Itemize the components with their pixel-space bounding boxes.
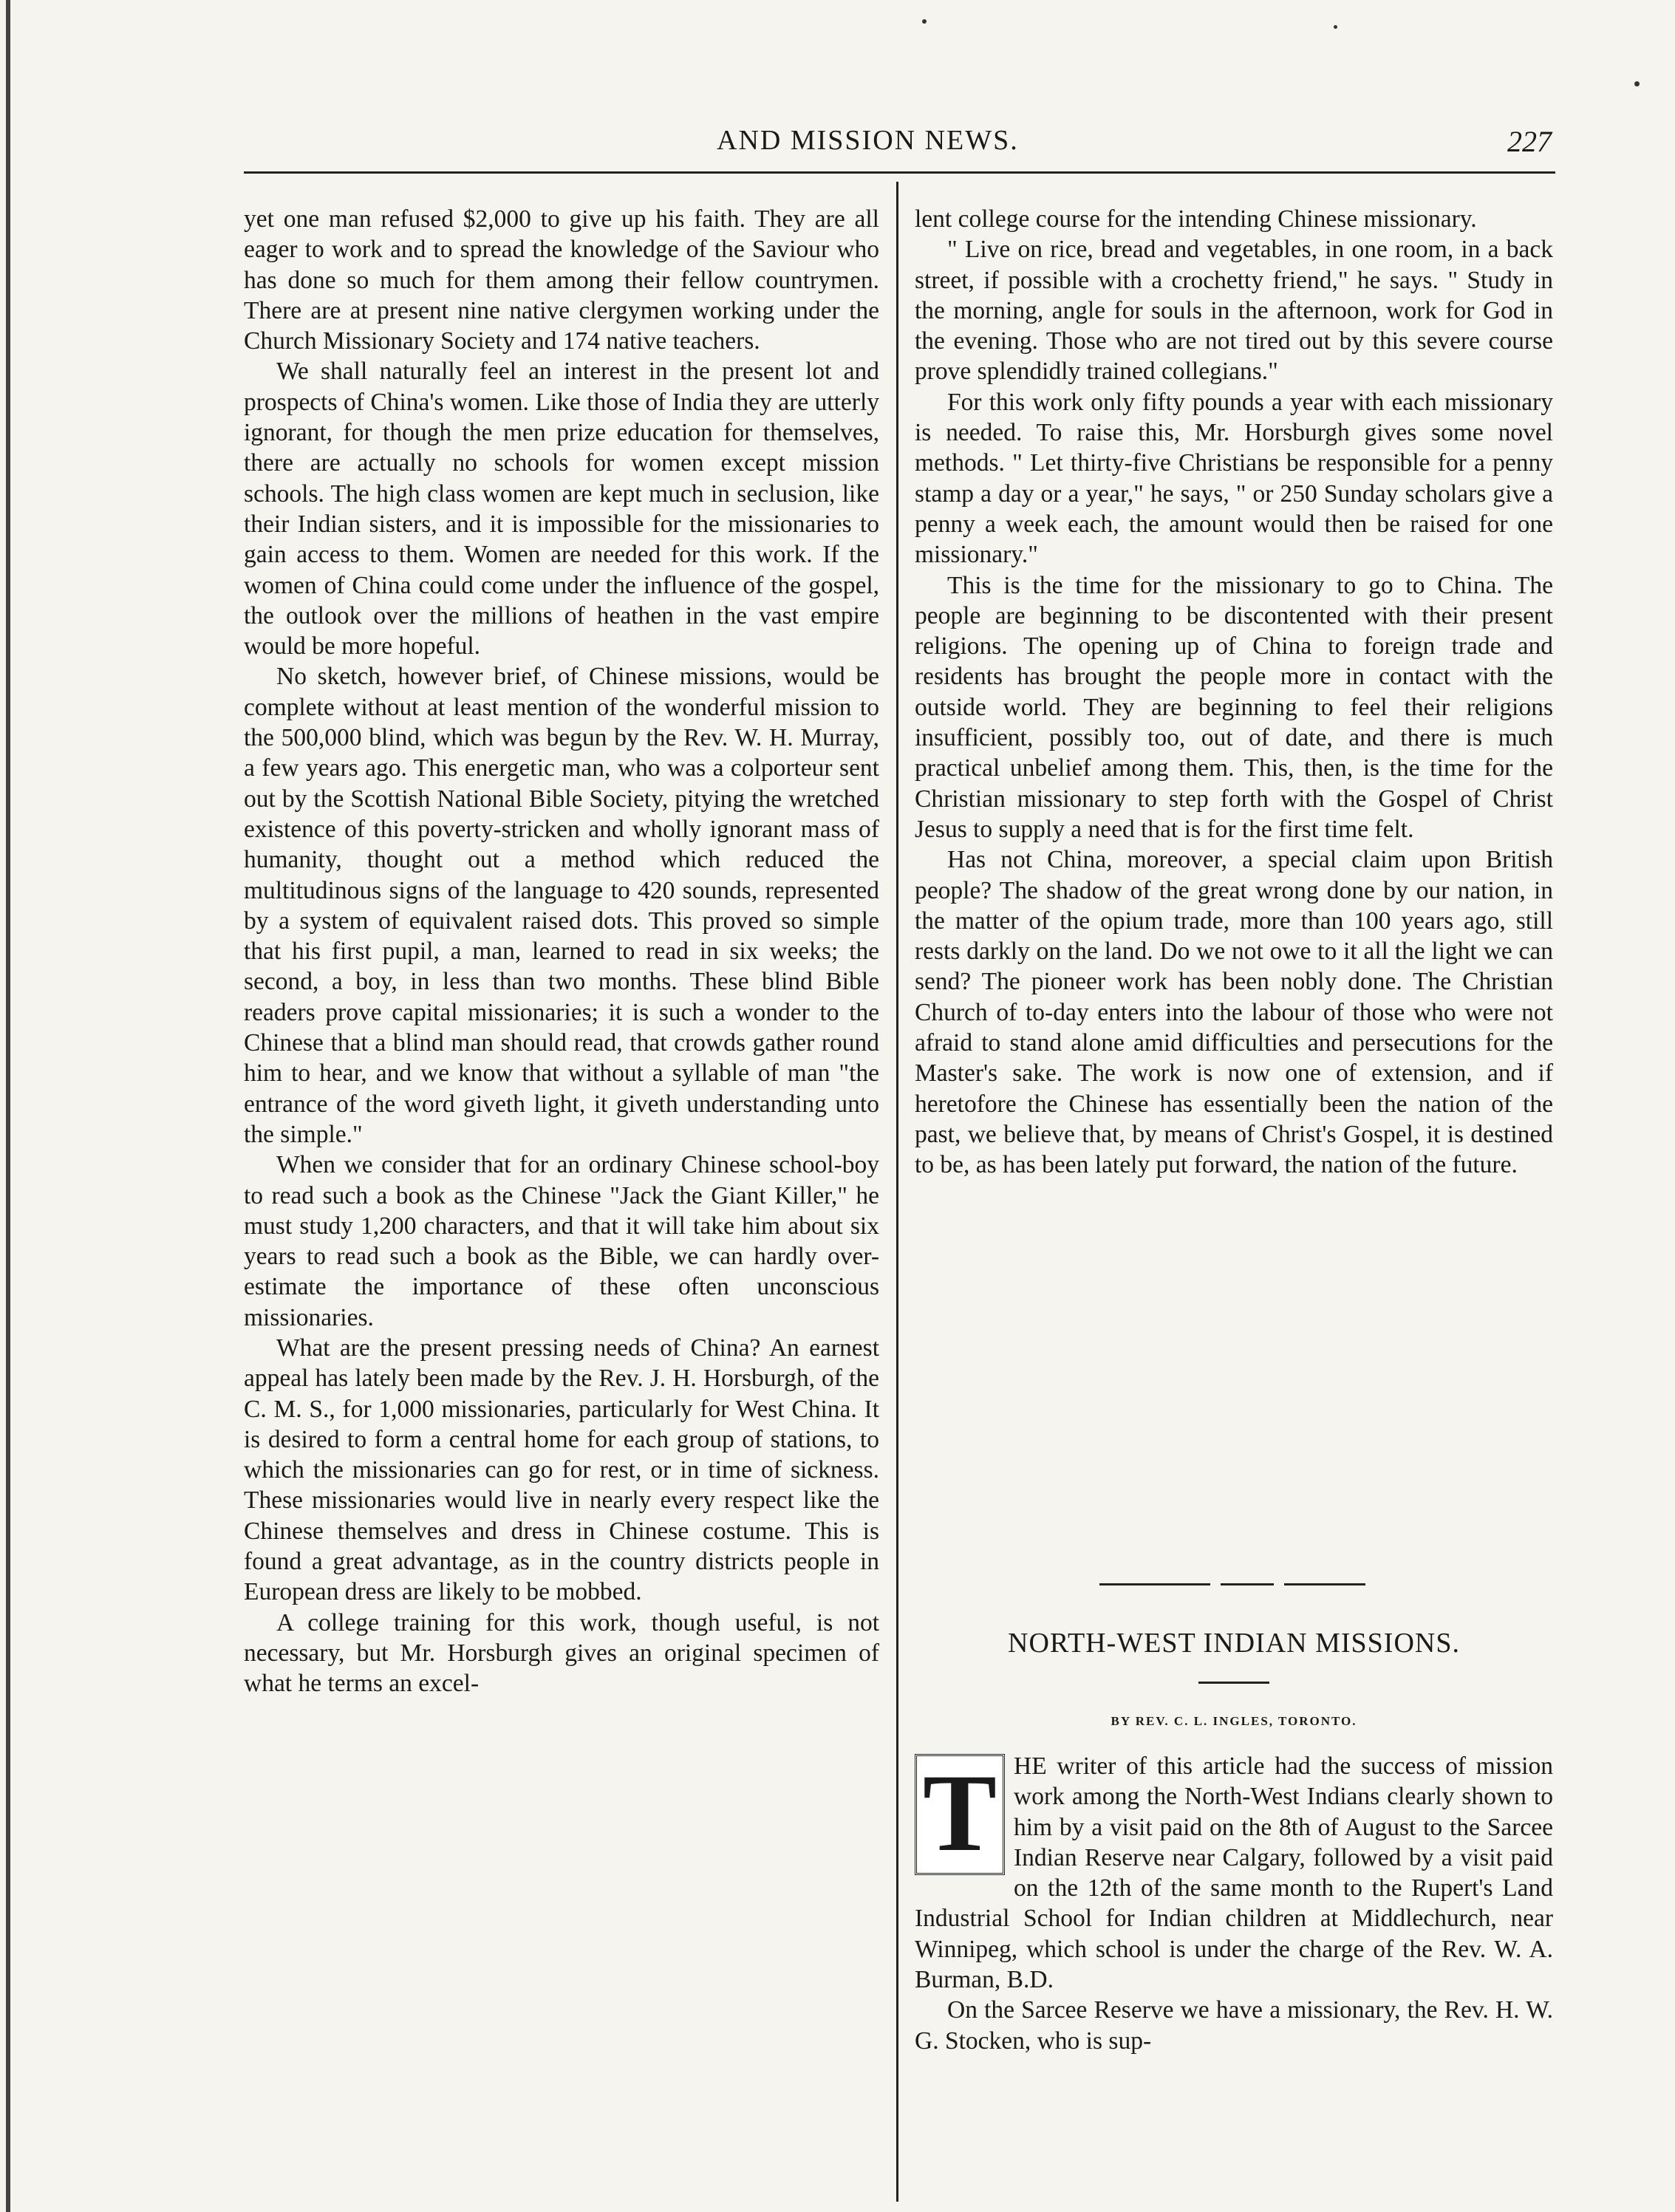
- paragraph: yet one man refused $2,000 to give up his faith. They are all eager to work and to spread the knowledge of the Saviour who has done so much for them among their fellow countrymen. There are at present nine native clergymen working under the Church Missionary Society and 174 native teachers.: [244, 205, 879, 355]
- paragraph: What are the present pressing needs of China? An earnest appeal has lately been made by the Rev. J. H. Horsburgh, of the C. M. S., for 1,000 missionaries, particularly for West China. It is desired to form a central home for each group of stations, to which the missionaries can go for rest, or in time of sickness. These missionaries would live in nearly every respect like the Chinese themselves and dress in Chinese costume. This is found a great advantage, as in the country districts people in European dress are likely to be mobbed.: [244, 1334, 879, 1606]
- left-column: [244, 204, 879, 1699]
- paragraph: A college training for this work, though useful, is not necessary, but Mr. Horsburgh gives an original specimen of what he terms an excel-: [244, 1608, 879, 1698]
- page-binding-edge: [6, 0, 10, 2212]
- paragraph: For this work only fifty pounds a year with each missionary is needed. To raise this, Mr. Horsburgh gives some novel methods. " Let thirty-five Christians be responsible for a penny stamp a day or a year," he says, " or 250 Sunday scholars give a penny a week each, the amount would then be raised for one missionary.": [915, 388, 1553, 569]
- article-title: NORTH-WEST INDIAN MISSIONS.: [1008, 1628, 1460, 1659]
- title-rule: [1198, 1682, 1269, 1684]
- drop-cap: [915, 1754, 1005, 1875]
- column-divider: [896, 182, 898, 2202]
- print-speck: [1334, 25, 1337, 29]
- print-speck: [922, 19, 927, 24]
- drop-cap-letter: T: [922, 1752, 997, 1874]
- paragraph: We shall naturally feel an interest in the present lot and prospects of China's women. Like those of India they are utterly ignorant, for though the men prize education for themselves, there are actually no schools for women except mission schools. The high class women are kept much in seclusion, like their Indian sisters, and it is impossible for the missionaries to gain access to them. Women are needed for this work. If the women of China could come under the influence of the gospel, the outlook over the millions of heathen in the vast empire would be more hopeful.: [244, 358, 879, 660]
- paragraph: " Live on rice, bread and vegetables, in one room, in a back street, if possible with a crochetty friend," he says. " Study in the morning, angle for souls in the afternoon, work for God in the evening. Those who are not tired out by this severe course prove splendidly trained collegians.": [915, 236, 1553, 386]
- paragraph: On the Sarcee Reserve we have a missionary, the Rev. H. W. G. Stocken, who is sup-: [915, 1996, 1553, 2055]
- running-title: AND MISSION NEWS.: [717, 125, 1019, 156]
- paragraph: This is the time for the missionary to go to China. The people are beginning to be discontented with their present religions. The opening up of China to foreign trade and residents has brought the people more in contact with the outside world. They are beginning to feel their religions insufficient, possibly too, out of date, and there is much practical unbelief among them. This, then, is the time for the Christian missionary to step forth with the Gospel of Christ Jesus to supply a need that is for the first time felt.: [915, 571, 1553, 843]
- section-ornament-rule: [1099, 1583, 1365, 1585]
- article-body: [915, 1751, 1553, 2056]
- paragraph-text: HE writer of this article had the success of mission work among the North-West Indians clearly shown to him by a visit paid on the 8th of August to the Sarcee Indian Reserve near Calgary, followed by a visit paid on the 12th of the same month to the Rupert's Land Industrial School for Indian children at Middlechurch, near Winnipeg, which school is under the charge of the Rev. W. A. Burman, B.D.: [915, 1752, 1553, 1994]
- paragraph: lent college course for the intending Chinese missionary.: [915, 205, 1477, 233]
- paragraph: When we consider that for an ordinary Chinese school-boy to read such a book as the Chinese "Jack the Giant Killer," he must study 1,200 characters, and that it will take him about six years to read such a book as the Bible, we can hardly over-estimate the importance of these often unconscious missionaries.: [244, 1151, 879, 1331]
- header-rule: [244, 171, 1555, 174]
- paragraph-with-drop-cap: [915, 1751, 1553, 1995]
- running-header: [244, 124, 1552, 168]
- print-speck: [1634, 81, 1640, 86]
- paragraph: Has not China, moreover, a special claim upon British people? The shadow of the great wrong done by our nation, in the matter of the opium trade, more than 100 years ago, still rests darkly on the land. Do we not owe to it all the light we can send? The pioneer work has been nobly done. The Christian Church of to-day enters into the labour of those who were not afraid to stand alone amid difficulties and persecutions for the Master's sake. The work is now one of extension, and if heretofore the Chinese has essentially been the nation of the past, we believe that, by means of Christ's Gospel, it is destined to be, as has been lately put forward, the nation of the future.: [915, 846, 1553, 1179]
- right-column: [915, 204, 1553, 1181]
- paragraph: No sketch, however brief, of Chinese missions, would be complete without at least mention of the wonderful mission to the 500,000 blind, which was begun by the Rev. W. H. Murray, a few years ago. This energetic man, who was a colporteur sent out by the Scottish National Bible Society, pitying the wretched existence of this poverty-stricken and wholly ignorant mass of humanity, thought out a method which reduced the multitudinous signs of the language to 420 sounds, represented by a system of equivalent raised dots. This proved so simple that his first pupil, a man, learned to read in six weeks; the second, a boy, in less than two months. These blind Bible readers prove capital missionaries; it is such a wonder to the Chinese that a blind man should read, that crowds gather round him to hear, and we know that without a syllable of man "the entrance of the word giveth light, it giveth understanding unto the simple.": [244, 663, 879, 1148]
- article-byline: BY REV. C. L. INGLES, TORONTO.: [1111, 1714, 1357, 1728]
- page-number: 227: [1507, 125, 1552, 158]
